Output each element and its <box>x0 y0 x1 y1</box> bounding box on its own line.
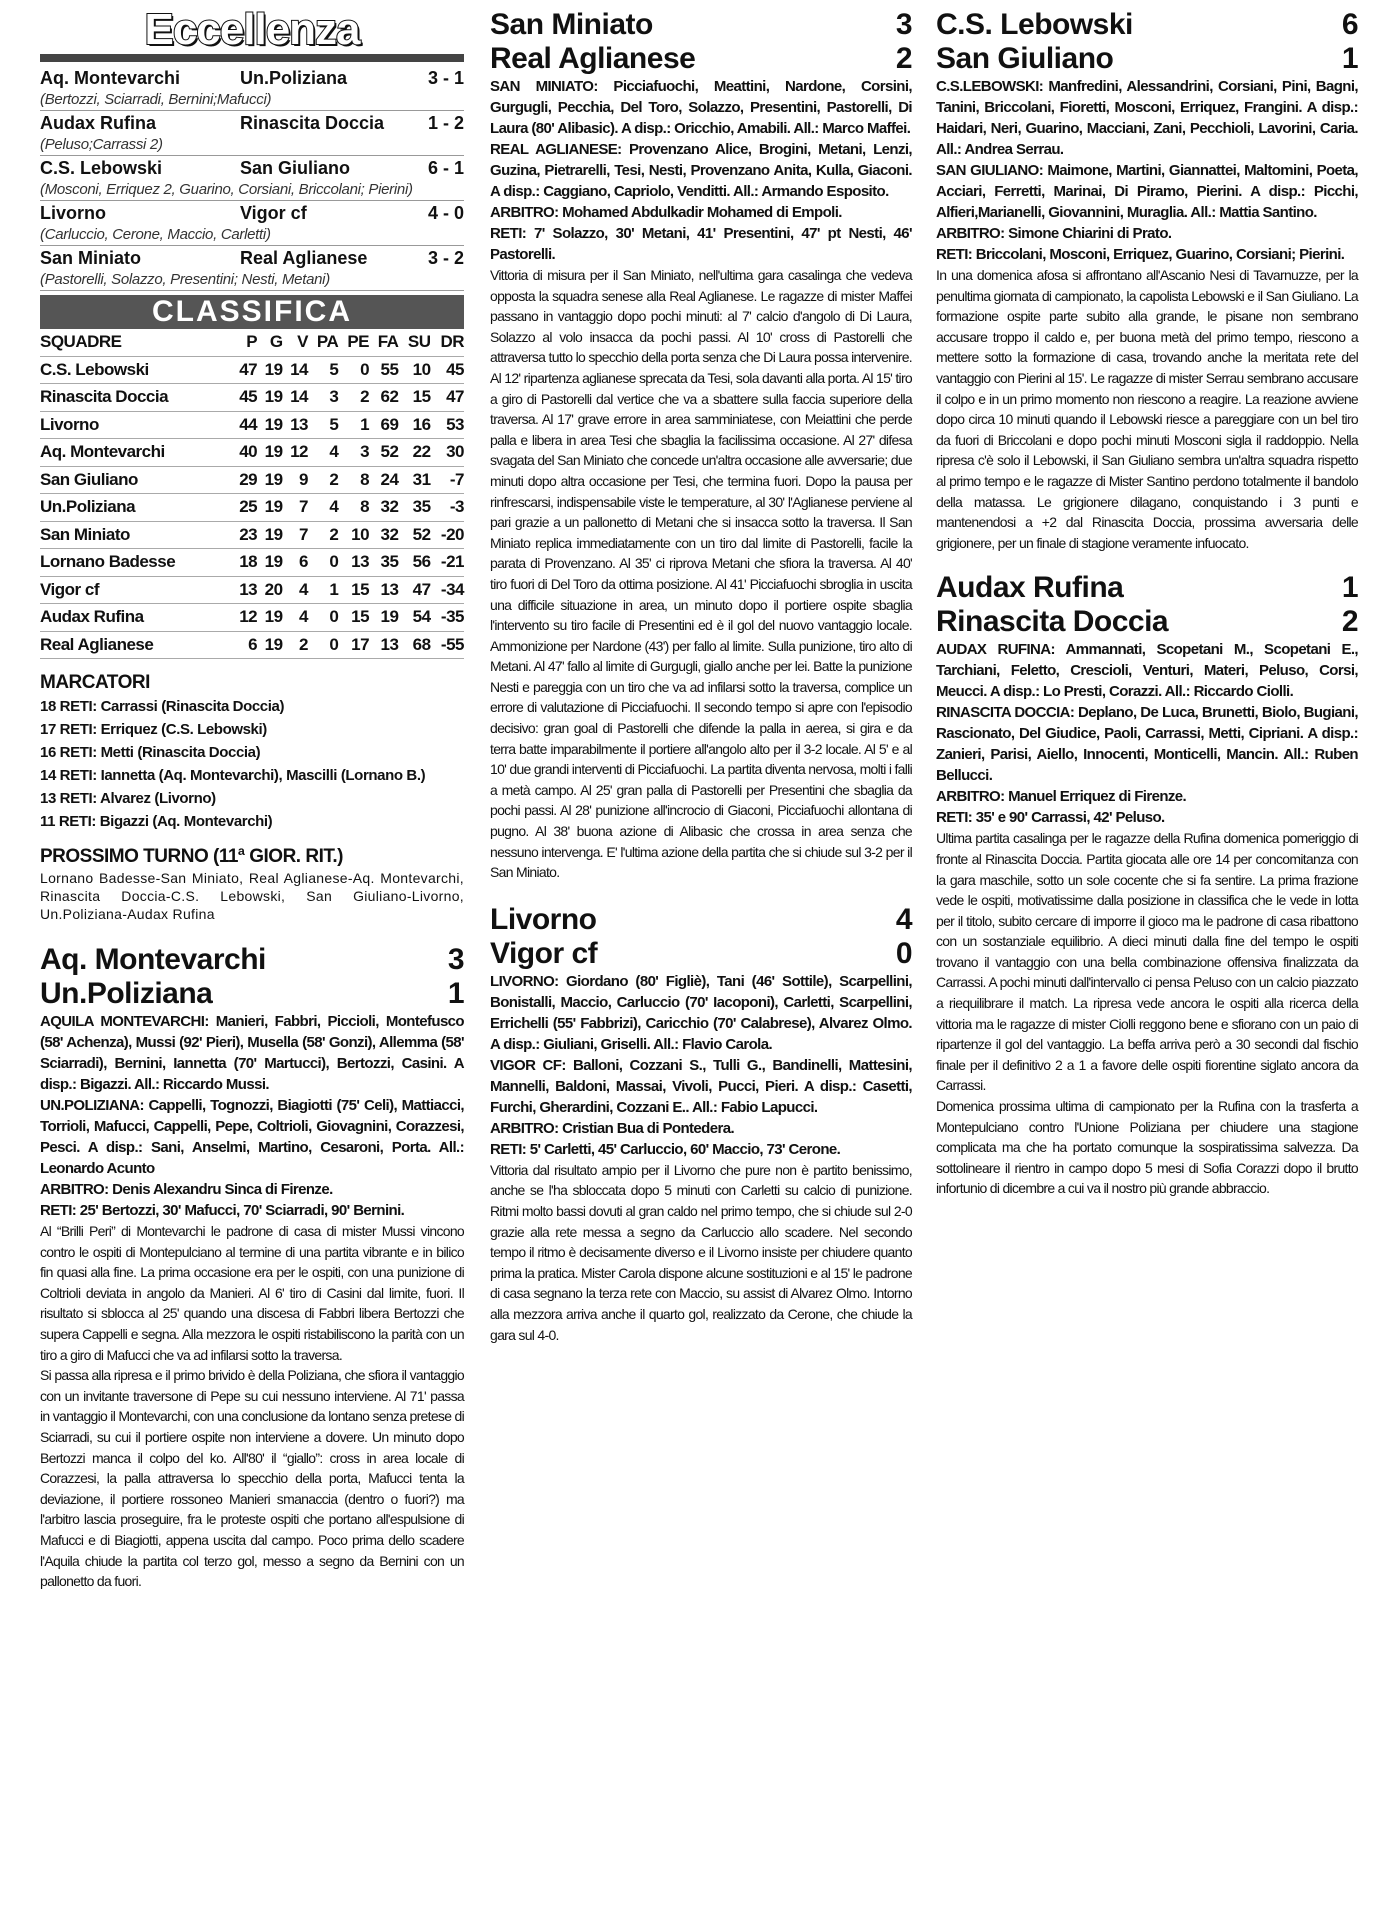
next-round-text: Lornano Badesse-San Miniato, Real Aglianese-Aq. Montevarchi, Rinascita Doccia-C.S. Lebowski, San Giuliano-Livorno, Un.Poliziana-Audax Rufina <box>40 870 464 922</box>
stat-cell: 47 <box>431 384 464 412</box>
article-paragraph: In una domenica afosa si affrontano all'Ascanio Nesi di Tavarnuzze, per la penultima giornata di campionato, la capolista Lebowski e il San Giuliano. La formazione ospite parte subito alla grande, le pisane non sembrano accusare troppo il caldo e, per buona metà del primo tempo, riescono a mettere sotto la formazione di casa, trovando anche la meritata rete del vantaggio con Pierini al 15'. Le ragazze di mister Serrau sembrano accusare il colpo e in un primo momento non riescono a reagire. La reazione avviene dopo circa 10 minuti quando il Lebowski riesce a pareggiare con un bel tiro da fuori di Briccolani e dopo pochi minuti Mosconi sigla il raddoppio. Nella ripresa c'è solo il Lebowski, il San Giuliano sembra un'altra squadra rispetto al primo tempo e le ragazze di Mister Santino perdono totalmente il bandolo della matassa. Le grigionere dilagano, conquistando i 3 punti e mantenendosi a +2 dal Rinascita Doccia, prossima avversaria delle grigionere, per un finale di stagione veramente infuocato. <box>936 267 1358 551</box>
stat-cell: 10 <box>398 356 430 384</box>
table-row <box>40 549 464 577</box>
stat-cell: 8 <box>338 494 369 522</box>
lineup-line: C.S.LEBOWSKI: Manfredini, Alessandrini, Corsiani, Pini, Bagni, Tanini, Briccolani, Fioretti, Mosconi, Erriquez, Frangini. A disp.: Haidari, Neri, Guarino, Macciani, Zani, Pecchioli, Lavorini, Caria. All.: Andrea Serrau. <box>936 78 1358 158</box>
lineup-line: SAN MINIATO: Picciafuochi, Meattini, Nardone, Corsini, Gurgugli, Pecchia, Del Toro, Solazzo, Presentini, Pastorelli, Di Laura (80' Alibasic). A disp.: Oricchio, Amabili. All.: Marco Maffei. <box>490 78 912 137</box>
home-score: 1 <box>1341 571 1358 605</box>
lineup-line: ARBITRO: Simone Chiarini di Prato. <box>936 225 1172 242</box>
results-list <box>40 66 464 291</box>
stat-cell: 17 <box>338 631 369 659</box>
stat-cell: 19 <box>257 466 282 494</box>
standings-header-cell: SU <box>398 329 430 356</box>
article-paragraph: Vittoria di misura per il San Miniato, nell'ultima gara casalinga che vedeva opposta la squadra senese alla Real Aglianese. Le ragazze di mister Maffei passano in vantaggio dopo pochi minuti: al 7' calcio d'angolo di Di Laura, Solazzo al volo insacca da pochi passi. Al 10' cross di Pastorelli che attraversa tutto lo specchio della porta senza che Di Laura possa intervenire. Al 12' ripartenza aglianese sprecata da Tesi, sola davanti alla porta. Al 15' tiro a giro di Pastorelli dal vertice che va a sbattere sulla faccia superiore della traversa. Al 17' grave errore in area samminiatese, con Meiattini che perde palla e libera in area Tesi che sbaglia la facilissima occasione. Al 27' difesa svagata del San Miniato che concede un'altra occasione alle avversarie; due minuti dopo altra occasione per Tesi, che termina fuori. Dopo la pausa per rinfrescarsi, indispensabile viste le temperature, al 30' l'Aglianese perviene al pari grazie a un pallonetto di Metani che si insacca sotto la traversa. Il San Miniato replica immediatamente con un tiro dal limite di Pastorelli, facile la parata di Provenzano. Al 35' ci riprova Metani che sfiora la traversa. Al 40' tiro fuori di Del Toro da ottima posizione. Al 41' Picciafuochi sbroglia in uscita una difficile situazione in area, un minuto dopo il portiere ospite sbaglia l'intervento su tiro facile di Presentini ed è il gol del nuovo vantaggio locale. Ammonizione per Nardone (43') per fallo al limite. Sulla punizione, tiro alto di Metani. Al 47' fallo al limite di Gurgugli, giallo anche per lei. Batte la punizione Nesti e pareggia con un tiro che va ad infilarsi sotto la traversa, complice un errore di valutazione di Picciafuochi. Il secondo tempo si apre con l'episodio decisivo: gran goal di Pastorelli che difende la palla in aerea, si gira e da terra batte imparabilmente il portiere all'angolo alto per il 3-2 locale. Al 5' e al 10' due grandi interventi di Picciafuochi. La partita diventa nervosa, molti i falli a metà campo. Al 25' gran palla di Pastorelli per Presentini che sbaglia da pochi passi. Al 28' punizione all'incrocio di Giaconi, Picciafuochi allontana di pugno. Al 38' buona azione di Alibasic che crossa in area senza che nessuno intervenga. E' l'ultima azione della partita che si chiude sul 3-2 per il San Miniato. <box>490 267 912 881</box>
stat-cell: -7 <box>431 466 464 494</box>
home-team: Audax Rufina <box>40 113 157 133</box>
home-team: Livorno <box>40 203 106 223</box>
lineup-line: RETI: 35' e 90' Carrassi, 42' Peluso. <box>936 809 1165 827</box>
column-right <box>936 8 1358 1199</box>
away-score: 1 <box>1341 42 1358 75</box>
away-headline <box>490 42 912 76</box>
standings-header-cell: PE <box>338 329 369 356</box>
stat-cell: 19 <box>257 384 282 412</box>
stat-cell: 14 <box>283 356 308 384</box>
stat-cell: 31 <box>398 466 430 494</box>
goal-scorers: (Mosconi, Erriquez 2, Guarino, Corsiani, Briccolani; Pierini) <box>40 180 464 201</box>
stat-cell: 56 <box>398 549 430 577</box>
stat-cell: 13 <box>232 576 257 604</box>
away-team: Real Aglianese <box>490 42 696 75</box>
home-team: C.S. Lebowski <box>936 8 1133 41</box>
lineup-line: AUDAX RUFINA: Ammannati, Scopetani M., Scopetani E., Tarchiani, Feletto, Crescioli, Venturi, Materi, Peluso, Corsi, Meucci. A disp.: Lo Presti, Corazzi. All.: Riccardo Ciolli. <box>936 641 1358 701</box>
table-row <box>40 494 464 522</box>
team-name: Real Aglianese <box>40 631 232 659</box>
home-score: 3 <box>895 8 912 41</box>
away-team: Vigor cf <box>240 203 307 223</box>
away-team: Rinascita Doccia <box>936 605 1169 639</box>
away-score: 1 <box>447 977 464 1010</box>
stat-cell: 13 <box>369 631 398 659</box>
home-headline <box>40 943 464 977</box>
away-score: 2 <box>895 42 912 75</box>
team-name: San Giuliano <box>40 466 232 494</box>
match-report-rufina <box>936 571 1358 1199</box>
standings-header-row <box>40 329 464 356</box>
team-name: San Miniato <box>40 521 232 549</box>
stat-cell: 24 <box>369 466 398 494</box>
home-team: San Miniato <box>40 248 142 268</box>
lineup-line: SAN GIULIANO: Maimone, Martini, Giannattei, Maltomini, Poeta, Acciari, Ferretti, Marinai, Di Piramo, Pierini. A disp.: Picchi, Alfieri,Marianelli, Giovannini, Muraglia. All.: Mattia Santino. <box>936 162 1358 221</box>
article-paragraph: Al “Brilli Peri” di Montevarchi le padrone di casa di mister Mussi vincono contro le ospiti di Montepulciano al termine di una partita vibrante e in bilico fin quasi alla fine. La prima occasione era per le ospiti, con una punizione di Coltrioli deviata in angolo da Manieri. Al 6' tiro di Casini dal limite, fuori. Il risultato si sblocca al 25' quando una discesa di Fabbri libera Bertozzi che supera Cappelli e segna. Alla mezzora le ospiti ristabiliscono la parità con un tiro a giro di Mafucci che va ad infilarsi sotto la traversa. <box>40 1223 464 1363</box>
stat-cell: 68 <box>398 631 430 659</box>
away-headline <box>490 937 912 971</box>
stat-cell: 52 <box>398 521 430 549</box>
scorers-list <box>40 695 464 833</box>
standings-header-cell: FA <box>369 329 398 356</box>
stat-cell: 7 <box>283 494 308 522</box>
stat-cell: 32 <box>369 521 398 549</box>
stat-cell: 5 <box>308 356 338 384</box>
match-report-livorno <box>490 903 912 1345</box>
stat-cell: 18 <box>232 549 257 577</box>
stat-cell: -34 <box>431 576 464 604</box>
scorer-item: 18 RETI: Carrassi (Rinascita Doccia) <box>40 698 285 715</box>
stat-cell: 45 <box>431 356 464 384</box>
lineup-line: RETI: 5' Carletti, 45' Carluccio, 60' Maccio, 73' Cerone. <box>490 1140 841 1158</box>
stat-cell: 35 <box>369 549 398 577</box>
standings-body <box>40 356 464 659</box>
stat-cell: 19 <box>257 356 282 384</box>
team-name: C.S. Lebowski <box>40 356 232 384</box>
standings-header-cell: V <box>283 329 308 356</box>
lineup-line: RETI: 25' Bertozzi, 30' Mafucci, 70' Sciarradi, 90' Bernini. <box>40 1202 405 1219</box>
table-row <box>40 466 464 494</box>
away-score: 2 <box>1341 605 1358 639</box>
result-row <box>40 66 464 90</box>
stat-cell: 3 <box>308 384 338 412</box>
lineup-line: RETI: Briccolani, Mosconi, Erriquez, Guarino, Corsiani; Pierini. <box>936 246 1345 263</box>
goal-scorers: (Pastorelli, Solazzo, Presentini; Nesti, Metani) <box>40 270 464 291</box>
stat-cell: 22 <box>398 439 430 467</box>
score: 4 - 0 <box>427 203 464 223</box>
home-team: San Miniato <box>490 8 653 41</box>
stat-cell: 7 <box>283 521 308 549</box>
stat-cell: 62 <box>369 384 398 412</box>
result-row <box>40 111 464 135</box>
scorer-item: 11 RETI: Bigazzi (Aq. Montevarchi) <box>40 813 273 830</box>
article-paragraph: Domenica prossima ultima di campionato per la Rufina con la trasferta a Montepulciano contro l'Unione Poliziana per chiudere una stagione complicata ma che ha portato comunque la sospiratissima salvezza. Da sottolineare il rientro in campo dopo 5 mesi di Sofia Corazzi dopo il brutto infortunio di dicembre a cui va il nostro più grande abbraccio. <box>936 1098 1358 1197</box>
home-headline <box>936 571 1358 605</box>
stat-cell: 19 <box>257 439 282 467</box>
stat-cell: 4 <box>283 604 308 632</box>
stat-cell: 2 <box>338 384 369 412</box>
lineup-line: AQUILA MONTEVARCHI: Manieri, Fabbri, Piccioli, Montefusco (58' Achenza), Mussi (92' Pieri), Musella (58' Gonzi), Allemma (58' Sciarradi), Bernini, Iannetta (70' Martucci), Bertozzi, Casini. A disp.: Bigazzi. All.: Riccardo Mussi. <box>40 1013 464 1093</box>
stat-cell: 29 <box>232 466 257 494</box>
standings-table <box>40 329 464 659</box>
away-team: San Giuliano <box>936 42 1114 75</box>
stat-cell: 69 <box>369 411 398 439</box>
stat-cell: 19 <box>369 604 398 632</box>
stat-cell: 13 <box>369 576 398 604</box>
table-row <box>40 439 464 467</box>
home-team: Audax Rufina <box>936 571 1124 605</box>
stat-cell: -20 <box>431 521 464 549</box>
match-report-lebowski <box>936 8 1358 553</box>
stat-cell: 16 <box>398 411 430 439</box>
scorer-item: 17 RETI: Erriquez (C.S. Lebowski) <box>40 721 267 738</box>
home-score: 6 <box>1341 8 1358 41</box>
lineup-line: UN.POLIZIANA: Cappelli, Tognozzi, Biagiotti (75' Celi), Mattiacci, Torrioli, Mafucci, Cappelli, Pepe, Coltrioli, Giovagnini, Corazzesi, Pesci. A disp.: Sani, Anselmi, Martino, Cesaroni, Porta. All.: Leonardo Acunto <box>40 1097 464 1177</box>
goal-scorers: (Bertozzi, Sciarradi, Bernini;Mafucci) <box>40 90 464 111</box>
stat-cell: 15 <box>398 384 430 412</box>
scorer-item: 13 RETI: Alvarez (Livorno) <box>40 790 216 807</box>
table-row <box>40 356 464 384</box>
standings-header-cell: PA <box>308 329 338 356</box>
stat-cell: 47 <box>398 576 430 604</box>
stat-cell: 19 <box>257 411 282 439</box>
home-headline <box>490 903 912 937</box>
table-row <box>40 384 464 412</box>
home-team: Aq. Montevarchi <box>40 943 266 976</box>
lineup-line: RINASCITA DOCCIA: Deplano, De Luca, Brunetti, Biolo, Bugiani, Rascionato, Del Giudice, Paoli, Carrassi, Metti, Cipriani. A disp.: Zanieri, Parisi, Aiello, Innocenti, Monticelli, Mancin. All.: Ruben Bellucci. <box>936 704 1358 785</box>
home-headline <box>936 8 1358 42</box>
stat-cell: 4 <box>283 576 308 604</box>
result-row <box>40 246 464 270</box>
away-team: Real Aglianese <box>240 248 368 268</box>
article-paragraph: Si passa alla ripresa e il primo brivido è della Poliziana, che sfiora il vantaggio con un invitante traversone di Pepe su cui nessuno interviene. Al 71' passa in vantaggio il Montevarchi, con una conclusione da lontano senza pretese di Sciarradi, su cui il portiere ospite non interviene a dovere. Un minuto dopo Bertozzi manca il colpo del ko. All'80' il “giallo”: cross in area locale di Corazzesi, la palla attraversa lo specchio della porta, Mafucci tenta la deviazione, il portiere rossoneo Manieri smanaccia (dentro o fuori?) ma l'arbitro lascia proseguire, fra le proteste ospiti che portano all'espulsione di Mafucci e di Biagiotti, appena uscita dal campo. Poco prima dello scadere l'Aquila chiude la partita col terzo gol, messo a segno da Bernini con un pallonetto da fuori. <box>40 1367 464 1590</box>
team-name: Livorno <box>40 411 232 439</box>
stat-cell: 3 <box>338 439 369 467</box>
stat-cell: 25 <box>232 494 257 522</box>
lineup-line: ARBITRO: Cristian Bua di Pontedera. <box>490 1119 735 1137</box>
stat-cell: 45 <box>232 384 257 412</box>
stat-cell: 0 <box>308 631 338 659</box>
stat-cell: 0 <box>308 604 338 632</box>
stat-cell: -3 <box>431 494 464 522</box>
home-team: Aq. Montevarchi <box>40 68 181 88</box>
stat-cell: 2 <box>308 521 338 549</box>
score: 1 - 2 <box>427 113 464 133</box>
goal-scorers: (Carluccio, Cerone, Maccio, Carletti) <box>40 225 464 246</box>
stat-cell: 40 <box>232 439 257 467</box>
league-banner: Eccellenza <box>144 5 360 54</box>
stat-cell: 32 <box>369 494 398 522</box>
lineup-line: REAL AGLIANESE: Provenzano Alice, Brogini, Metani, Lenzi, Guzina, Pietrarelli, Tesi, Nesti, Provenzano Anita, Kulla, Giaconi. A disp.: Caggiano, Capriolo, Venditti. All.: Armando Esposito. <box>490 141 912 200</box>
stat-cell: 12 <box>232 604 257 632</box>
scorer-item: 14 RETI: Iannetta (Aq. Montevarchi), Mascilli (Lornano B.) <box>40 767 426 784</box>
stat-cell: 15 <box>338 604 369 632</box>
stat-cell: 30 <box>431 439 464 467</box>
stat-cell: 15 <box>338 576 369 604</box>
home-score: 4 <box>895 902 912 936</box>
banner-rule <box>40 54 464 62</box>
team-name: Lornano Badesse <box>40 549 232 577</box>
stat-cell: 9 <box>283 466 308 494</box>
stat-cell: 44 <box>232 411 257 439</box>
stat-cell: 54 <box>398 604 430 632</box>
standings-header-cell: P <box>232 329 257 356</box>
stat-cell: 1 <box>338 411 369 439</box>
stat-cell: 53 <box>431 411 464 439</box>
stat-cell: 10 <box>338 521 369 549</box>
lineup-line: ARBITRO: Mohamed Abdulkadir Mohamed di Empoli. <box>490 204 842 221</box>
stat-cell: -21 <box>431 549 464 577</box>
stat-cell: 35 <box>398 494 430 522</box>
home-team: Livorno <box>490 902 597 936</box>
stat-cell: 14 <box>283 384 308 412</box>
away-score: 0 <box>895 936 912 970</box>
team-name: Vigor cf <box>40 576 232 604</box>
stat-cell: 19 <box>257 494 282 522</box>
stat-cell: -35 <box>431 604 464 632</box>
score: 3 - 2 <box>427 248 464 268</box>
stat-cell: 19 <box>257 521 282 549</box>
table-row <box>40 521 464 549</box>
column-middle <box>490 8 912 1345</box>
standings-header-cell: G <box>257 329 282 356</box>
stat-cell: 6 <box>232 631 257 659</box>
team-name: Audax Rufina <box>40 604 232 632</box>
column-left <box>40 5 464 1592</box>
stat-cell: 2 <box>308 466 338 494</box>
stat-cell: 23 <box>232 521 257 549</box>
score: 3 - 1 <box>427 68 464 88</box>
table-row <box>40 604 464 632</box>
article-paragraph: Ultima partita casalinga per le ragazze della Rufina domenica pomeriggio di fronte al Rinascita Doccia. Partita giocata alle ore 14 per concomitanza con la gara maschile, sotto un sole cocente che si fa sentire. La prima frazione vede le ospiti, motivatissime dalla posizione in classifica che le vede in lotta per il titolo, subito cercare di imporre il gioco ma le padrone di casa ribattono con un sostanziale equilibrio. A dieci minuti dalla fine del tempo le ospiti trovano il vantaggio con una bella combinazione offensiva finalizzata da Carrassi. A pochi minuti dall'intervallo ci pensa Peluso con un calcio piazzato a riequilibrare il match. La ripresa vede ancora le ospiti alla ricerca della vittoria ma le ragazze di mister Ciolli reggono bene e sfiorano con un paio di ripartenze il gol del vantaggio. La beffa arriva però a 30 secondi dal fischio finale per il definitivo 2 a 1 a favore delle ospiti fiorentine siglato ancora da Carrassi. <box>936 830 1358 1094</box>
stat-cell: 13 <box>283 411 308 439</box>
stat-cell: 0 <box>338 356 369 384</box>
lineup-line: LIVORNO: Giordano (80' Figliè), Tani (46' Sottile), Scarpellini, Bonistalli, Maccio, Carluccio (70' Iacoponi), Carletti, Scarpellini, Errichelli (55' Fabbrizi), Caricchio (70' Calabrese), Alvarez Olmo. A disp.: Giuliani, Griselli. All.: Flavio Carola. <box>490 972 912 1053</box>
team-name: Un.Poliziana <box>40 494 232 522</box>
result-row <box>40 156 464 180</box>
scorers-title: MARCATORI <box>40 672 150 693</box>
stat-cell: 52 <box>369 439 398 467</box>
goal-scorers: (Peluso;Carrassi 2) <box>40 135 464 156</box>
standings-title: CLASSIFICA <box>40 295 464 329</box>
lineup-line: VIGOR CF: Balloni, Cozzani S., Tulli G., Bandinelli, Mattesini, Mannelli, Baldoni, Massai, Vivoli, Pucci, Pieri. A disp.: Casetti, Furchi, Gherardini, Cozzani E.. All.: Fabio Lapucci. <box>490 1056 912 1116</box>
stat-cell: 6 <box>283 549 308 577</box>
standings-header-cell: SQUADRE <box>40 329 232 356</box>
result-row <box>40 201 464 225</box>
home-score: 3 <box>447 943 464 976</box>
stat-cell: 47 <box>232 356 257 384</box>
score: 6 - 1 <box>427 158 464 178</box>
stat-cell: 12 <box>283 439 308 467</box>
away-team: San Giuliano <box>240 158 351 178</box>
stat-cell: 5 <box>308 411 338 439</box>
stat-cell: 20 <box>257 576 282 604</box>
stat-cell: 55 <box>369 356 398 384</box>
away-team: Un.Poliziana <box>40 977 213 1010</box>
standings-header-cell: DR <box>431 329 464 356</box>
stat-cell: 8 <box>338 466 369 494</box>
stat-cell: 19 <box>257 631 282 659</box>
team-name: Rinascita Doccia <box>40 384 232 412</box>
stat-cell: 4 <box>308 494 338 522</box>
article-paragraph: Vittoria dal risultato ampio per il Livorno che pure non è partito benissimo, anche se l'ha sbloccata dopo 5 minuti con Carletti su calcio di punizione. Ritmi molto bassi dovuti al gran caldo nel primo tempo, che si chiude sul 2-0 grazie alla rete messa a segno da Carluccio allo scadere. Nel secondo tempo il ritmo è decisamente diverso e il Livorno insiste per chiudere quanto prima la pratica. Mister Carola dispone alcune sostituzioni e al 15' le padrone di casa segnano la terza rete con Maccio, su assist di Alvarez Olmo. Intorno alla mezzora arriva anche il quarto gol, realizzato da Cerone, che chiude la gara sul 4-0. <box>490 1161 912 1343</box>
stat-cell: 0 <box>308 549 338 577</box>
stat-cell: 4 <box>308 439 338 467</box>
stat-cell: -55 <box>431 631 464 659</box>
stat-cell: 1 <box>308 576 338 604</box>
lineup-line: ARBITRO: Manuel Erriquez di Firenze. <box>936 788 1187 806</box>
lineup-line: RETI: 7' Solazzo, 30' Metani, 41' Presentini, 47' pt Nesti, 46' Pastorelli. <box>490 225 912 263</box>
match-report-san-miniato <box>490 8 912 883</box>
match-report-montevarchi <box>40 943 464 1592</box>
table-row <box>40 411 464 439</box>
away-team: Vigor cf <box>490 936 598 970</box>
away-team: Un.Poliziana <box>240 68 348 88</box>
next-round-title: PROSSIMO TURNO (11ª GIOR. RIT.) <box>40 846 343 867</box>
home-team: C.S. Lebowski <box>40 158 163 178</box>
stat-cell: 19 <box>257 604 282 632</box>
stat-cell: 2 <box>283 631 308 659</box>
team-name: Aq. Montevarchi <box>40 439 232 467</box>
away-headline <box>936 42 1358 76</box>
stat-cell: 13 <box>338 549 369 577</box>
table-row <box>40 576 464 604</box>
lineup-line: ARBITRO: Denis Alexandru Sinca di Firenze. <box>40 1181 333 1198</box>
home-headline <box>490 8 912 42</box>
away-headline <box>40 977 464 1011</box>
away-team: Rinascita Doccia <box>240 113 385 133</box>
stat-cell: 19 <box>257 549 282 577</box>
away-headline <box>936 605 1358 639</box>
table-row <box>40 631 464 659</box>
scorer-item: 16 RETI: Metti (Rinascita Doccia) <box>40 744 261 761</box>
